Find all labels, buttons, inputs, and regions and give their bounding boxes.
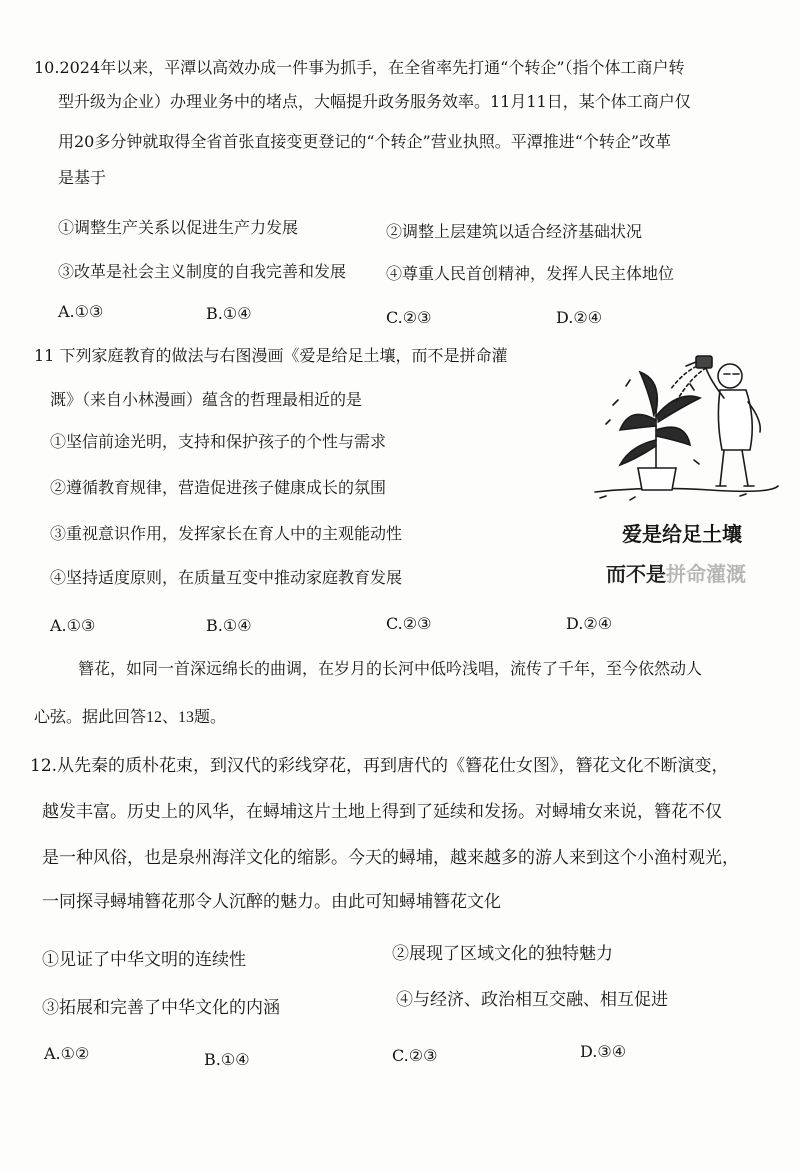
q10-option-a[interactable]: A.①③ (58, 302, 104, 321)
q12-statement-1: ①见证了中华文明的连续性 (42, 950, 246, 970)
q12-stem-line-1: 12.从先秦的质朴花束，到汉代的彩线穿花，再到唐代的《簪花仕女图》，簪花文化不断演变， (30, 756, 729, 776)
q10-stem-line-3: 用20多分钟就取得全省首张直接变更登记的“个转企”营业执照。平潭推进“个转企”改革 (58, 132, 672, 151)
q10-statement-3: ③改革是社会主义制度的自我完善和发展 (58, 262, 347, 281)
q10-statement-1: ①调整生产关系以促进生产力发展 (58, 218, 299, 237)
q12-stem-line-4: 一同探寻蟳埔簪花那令人沉醉的魅力。由此可知蟳埔簪花文化 (42, 892, 501, 912)
q11-statement-4: ④坚持适度原则，在质量互变中推动家庭教育发展 (50, 568, 403, 587)
q10-statement-2: ②调整上层建筑以适合经济基础状况 (386, 222, 643, 241)
q11-stem-line-2: 溉》（来自小林漫画）蕴含的哲理最相近的是 (50, 390, 363, 409)
q12-statement-4: ④与经济、政治相互交融、相互促进 (396, 990, 668, 1010)
cartoon-caption-line-2 (606, 562, 746, 586)
q11-statement-2: ②遵循教育规律，营造促进孩子健康成长的氛围 (50, 478, 387, 497)
q10-option-c[interactable]: C.②③ (386, 308, 432, 327)
q10-option-b[interactable]: B.①④ (206, 304, 252, 323)
cartoon-caption-line-2-visible: 而不是 (606, 562, 666, 586)
q12-option-d[interactable]: D.③④ (580, 1042, 627, 1061)
q10-option-d[interactable]: D.②④ (556, 308, 603, 327)
intro-line-1: 簪花，如同一首深远绵长的曲调，在岁月的长河中低吟浅唱，流传了千年，至今依然动人 (78, 661, 703, 678)
q12-option-c[interactable]: C.②③ (392, 1046, 438, 1065)
q11-option-b[interactable]: B.①④ (206, 616, 252, 635)
q12-option-a[interactable]: A.①② (44, 1044, 90, 1063)
q12-statement-3: ③拓展和完善了中华文化的内涵 (42, 998, 280, 1018)
cartoon-caption-line-2-faded: 拼命灌溉 (666, 562, 746, 586)
q12-option-b[interactable]: B.①④ (204, 1050, 250, 1069)
q11-statement-1: ①坚信前途光明，支持和保护孩子的个性与需求 (50, 432, 387, 451)
cartoon-watering-plant-illustration (590, 350, 780, 510)
q11-stem-line-1: 11 下列家庭教育的做法与右图漫画《爱是给足土壤，而不是拼命灌 (34, 346, 508, 365)
q11-option-d[interactable]: D.②④ (566, 614, 613, 633)
q12-stem-line-3: 是一种风俗，也是泉州海洋文化的缩影。今天的蟳埔，越来越多的游人来到这个小渔村观光， (42, 848, 739, 868)
q12-statement-2: ②展现了区域文化的独特魅力 (392, 944, 613, 964)
intro-line-2: 心弦。据此回答12、13题。 (34, 709, 227, 726)
q11-option-a[interactable]: A.①③ (50, 616, 96, 635)
q10-stem-line-2: 型升级为企业）办理业务中的堵点，大幅提升政务服务效率。11月11日，某个体工商户仅 (58, 92, 691, 111)
q11-statement-3: ③重视意识作用，发挥家长在育人中的主观能动性 (50, 524, 403, 543)
q10-statement-4: ④尊重人民首创精神，发挥人民主体地位 (386, 264, 675, 283)
q10-stem-line-4: 是基于 (58, 168, 107, 187)
q12-stem-line-2: 越发丰富。历史上的风华，在蟳埔这片土地上得到了延续和发扬。对蟳埔女来说，簪花不仅 (42, 802, 722, 822)
cartoon-caption-line-1: 爱是给足土壤 (622, 522, 742, 546)
q11-option-c[interactable]: C.②③ (386, 614, 432, 633)
q10-stem-line-1: 10.2024年以来，平潭以高效办成一件事为抓手，在全省率先打通“个转企”（指个体工商户转 (34, 58, 685, 77)
